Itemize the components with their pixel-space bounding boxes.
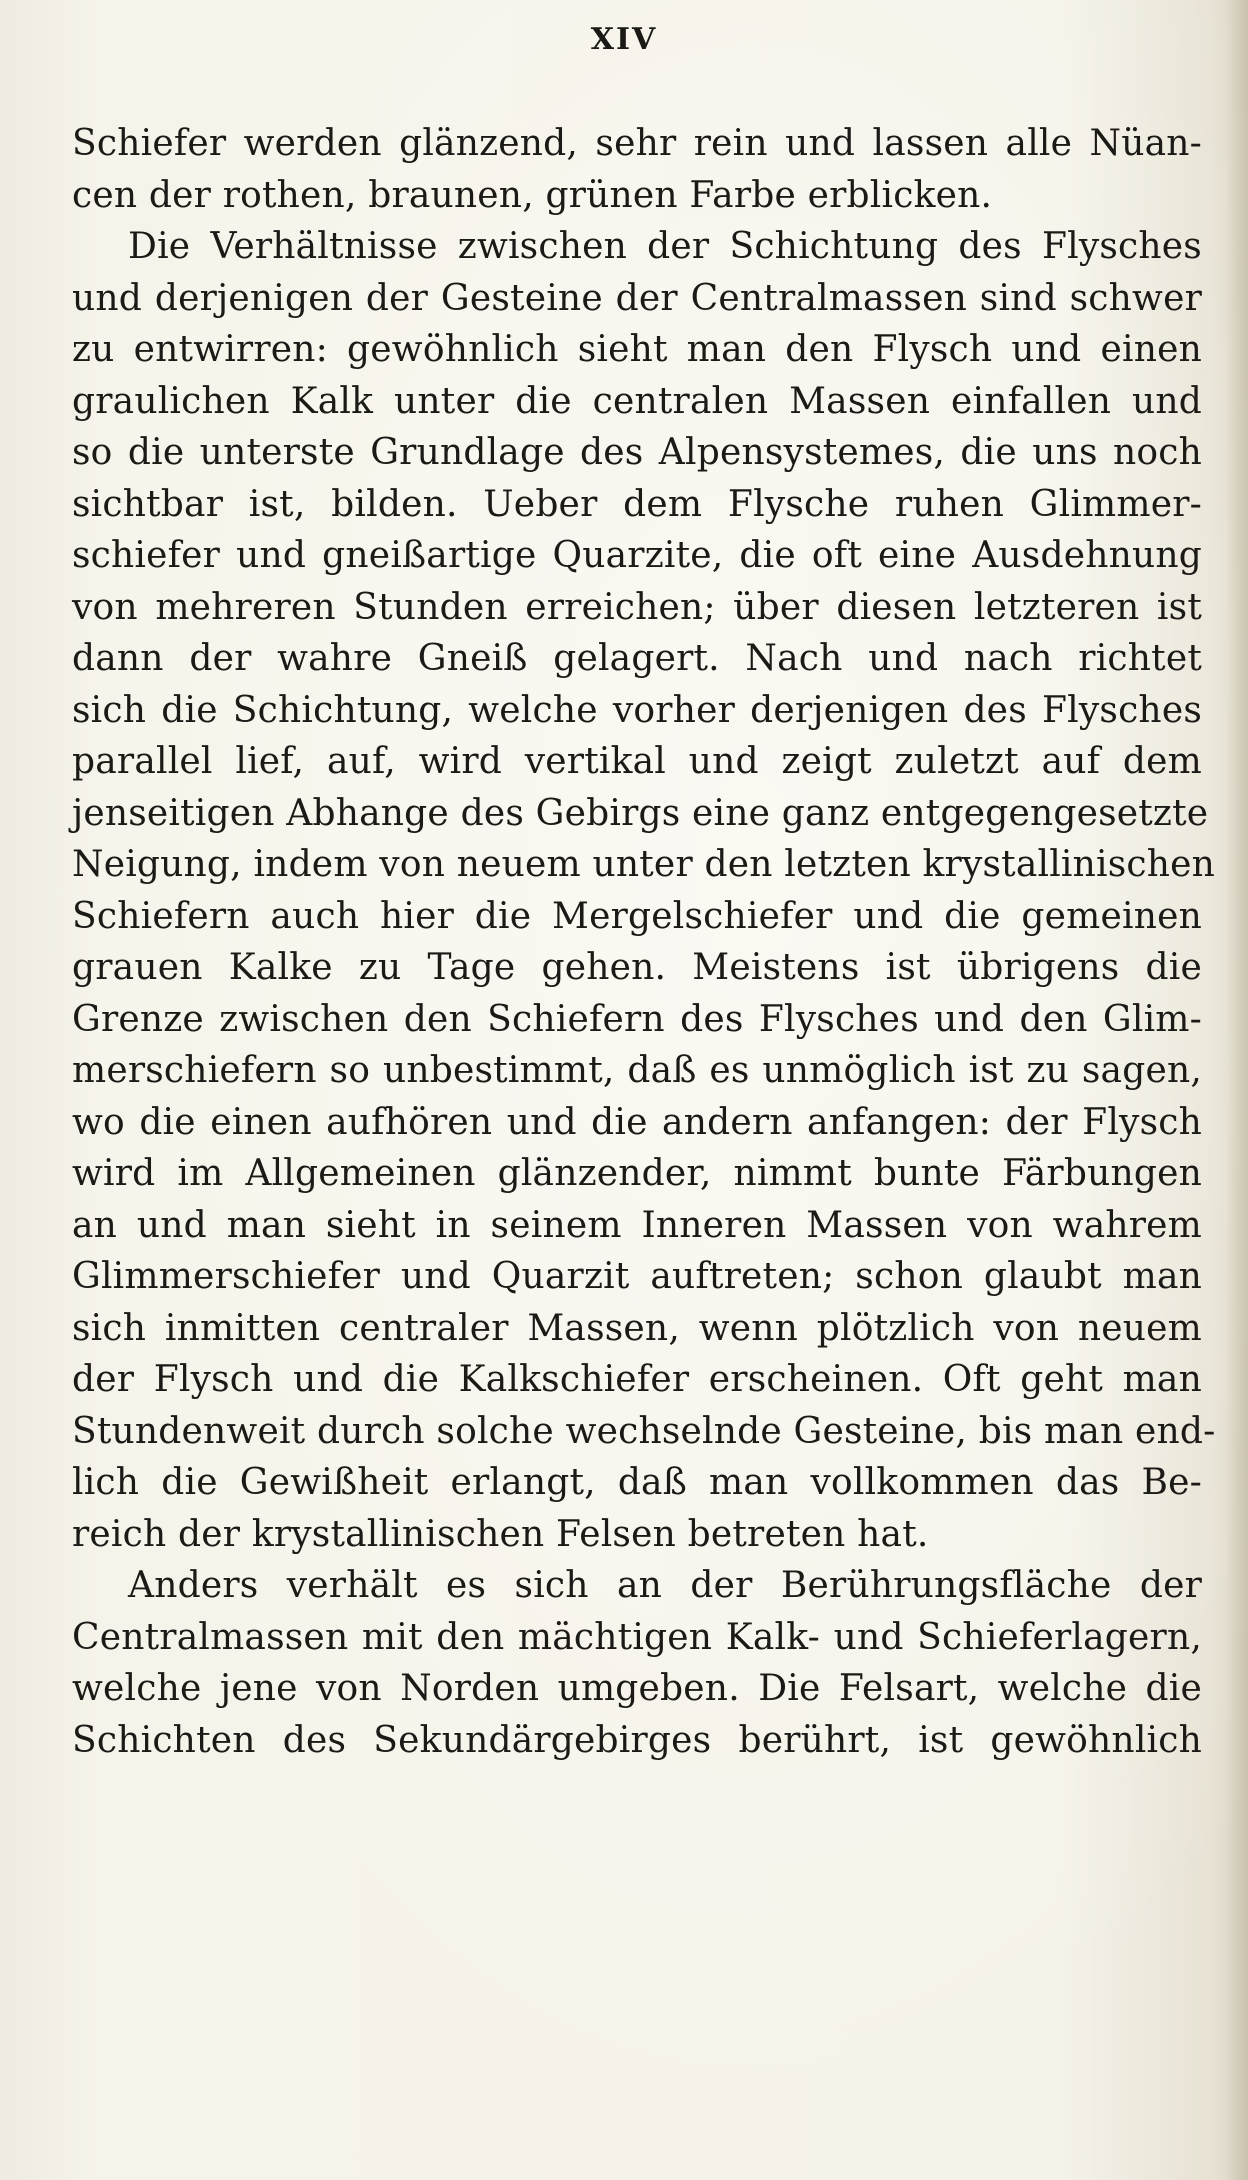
page-edge-shadow — [1226, 0, 1248, 2180]
text-line: Stundenweit durch solche wechselnde Gesteine, bis man end- — [72, 1410, 1216, 1452]
text-line: jenseitigen Abhange des Gebirgs eine ganz entgegengesetzte — [72, 792, 1209, 834]
text-line: sichtbar ist, bilden. Ueber dem Flysche ruhen Glimmer- — [72, 483, 1202, 525]
text-line: Grenze zwischen den Schiefern des Flysches und den Glim- — [72, 998, 1202, 1040]
text-line: merschiefern so unbestimmt, daß es unmöglich ist zu sagen, — [72, 1050, 1202, 1091]
text-line: von mehreren Stunden erreichen; über diesen letzteren ist — [72, 586, 1202, 628]
text-line: so die unterste Grundlage des Alpensystemes, die uns noch — [72, 432, 1202, 473]
text-line: welche jene von Norden umgeben. Die Felsart, welche die — [72, 1668, 1202, 1709]
text-line: zu entwirren: gewöhnlich sieht man den Flysch und einen — [72, 329, 1202, 370]
text-line: reich der krystallinischen Felsen betreten hat. — [72, 1513, 929, 1555]
text-line: der Flysch und die Kalkschiefer erscheinen. Oft geht man — [72, 1359, 1202, 1400]
text-line: sich inmitten centraler Massen, wenn plötzlich von neuem — [72, 1307, 1202, 1349]
text-line: Schichten des Sekundärgebirges berührt, ist gewöhnlich — [72, 1719, 1202, 1761]
text-line: Anders verhält es sich an der Berührungsfläche der — [128, 1565, 1202, 1606]
text-line: Glimmerschiefer und Quarzit auftreten; schon glaubt man — [72, 1256, 1202, 1297]
text-line: parallel lief, auf, wird vertikal und zeigt zuletzt auf dem — [72, 741, 1202, 782]
text-line: cen der rothen, braunen, grünen Farbe erblicken. — [72, 174, 993, 216]
text-line: an und man sieht in seinem Inneren Massen von wahrem — [72, 1204, 1202, 1246]
text-line: grauen Kalke zu Tage gehen. Meistens ist übrigens die — [72, 947, 1202, 988]
text-line: Centralmassen mit den mächtigen Kalk- und Schieferlagern, — [72, 1616, 1202, 1658]
text-line: und derjenigen der Gesteine der Centralmassen sind schwer — [72, 277, 1202, 319]
text-line: Schiefer werden glänzend, sehr rein und lassen alle Nüan- — [72, 123, 1202, 164]
text-line: graulichen Kalk unter die centralen Massen einfallen und — [72, 380, 1202, 422]
text-line: Die Verhältnisse zwischen der Schichtung des Flysches — [128, 226, 1202, 267]
text-line: wo die einen aufhören und die andern anfangen: der Flysch — [72, 1101, 1202, 1143]
text-line: schiefer und gneißartige Quarzite, die oft eine Ausdehnung — [72, 535, 1202, 576]
text-line: Schiefern auch hier die Mergelschiefer und die gemeinen — [72, 895, 1202, 937]
page-number: XIV — [590, 22, 658, 57]
text-line: dann der wahre Gneiß gelagert. Nach und nach richtet — [72, 638, 1202, 679]
body-text — [72, 118, 1216, 1766]
text-line: lich die Gewißheit erlangt, daß man vollkommen das Be- — [72, 1462, 1202, 1503]
text-line: Neigung, indem von neuem unter den letzten krystallinischen — [72, 844, 1216, 885]
text-line: wird im Allgemeinen glänzender, nimmt bunte Färbungen — [72, 1153, 1202, 1194]
text-line: sich die Schichtung, welche vorher derjenigen des Flysches — [72, 689, 1202, 731]
